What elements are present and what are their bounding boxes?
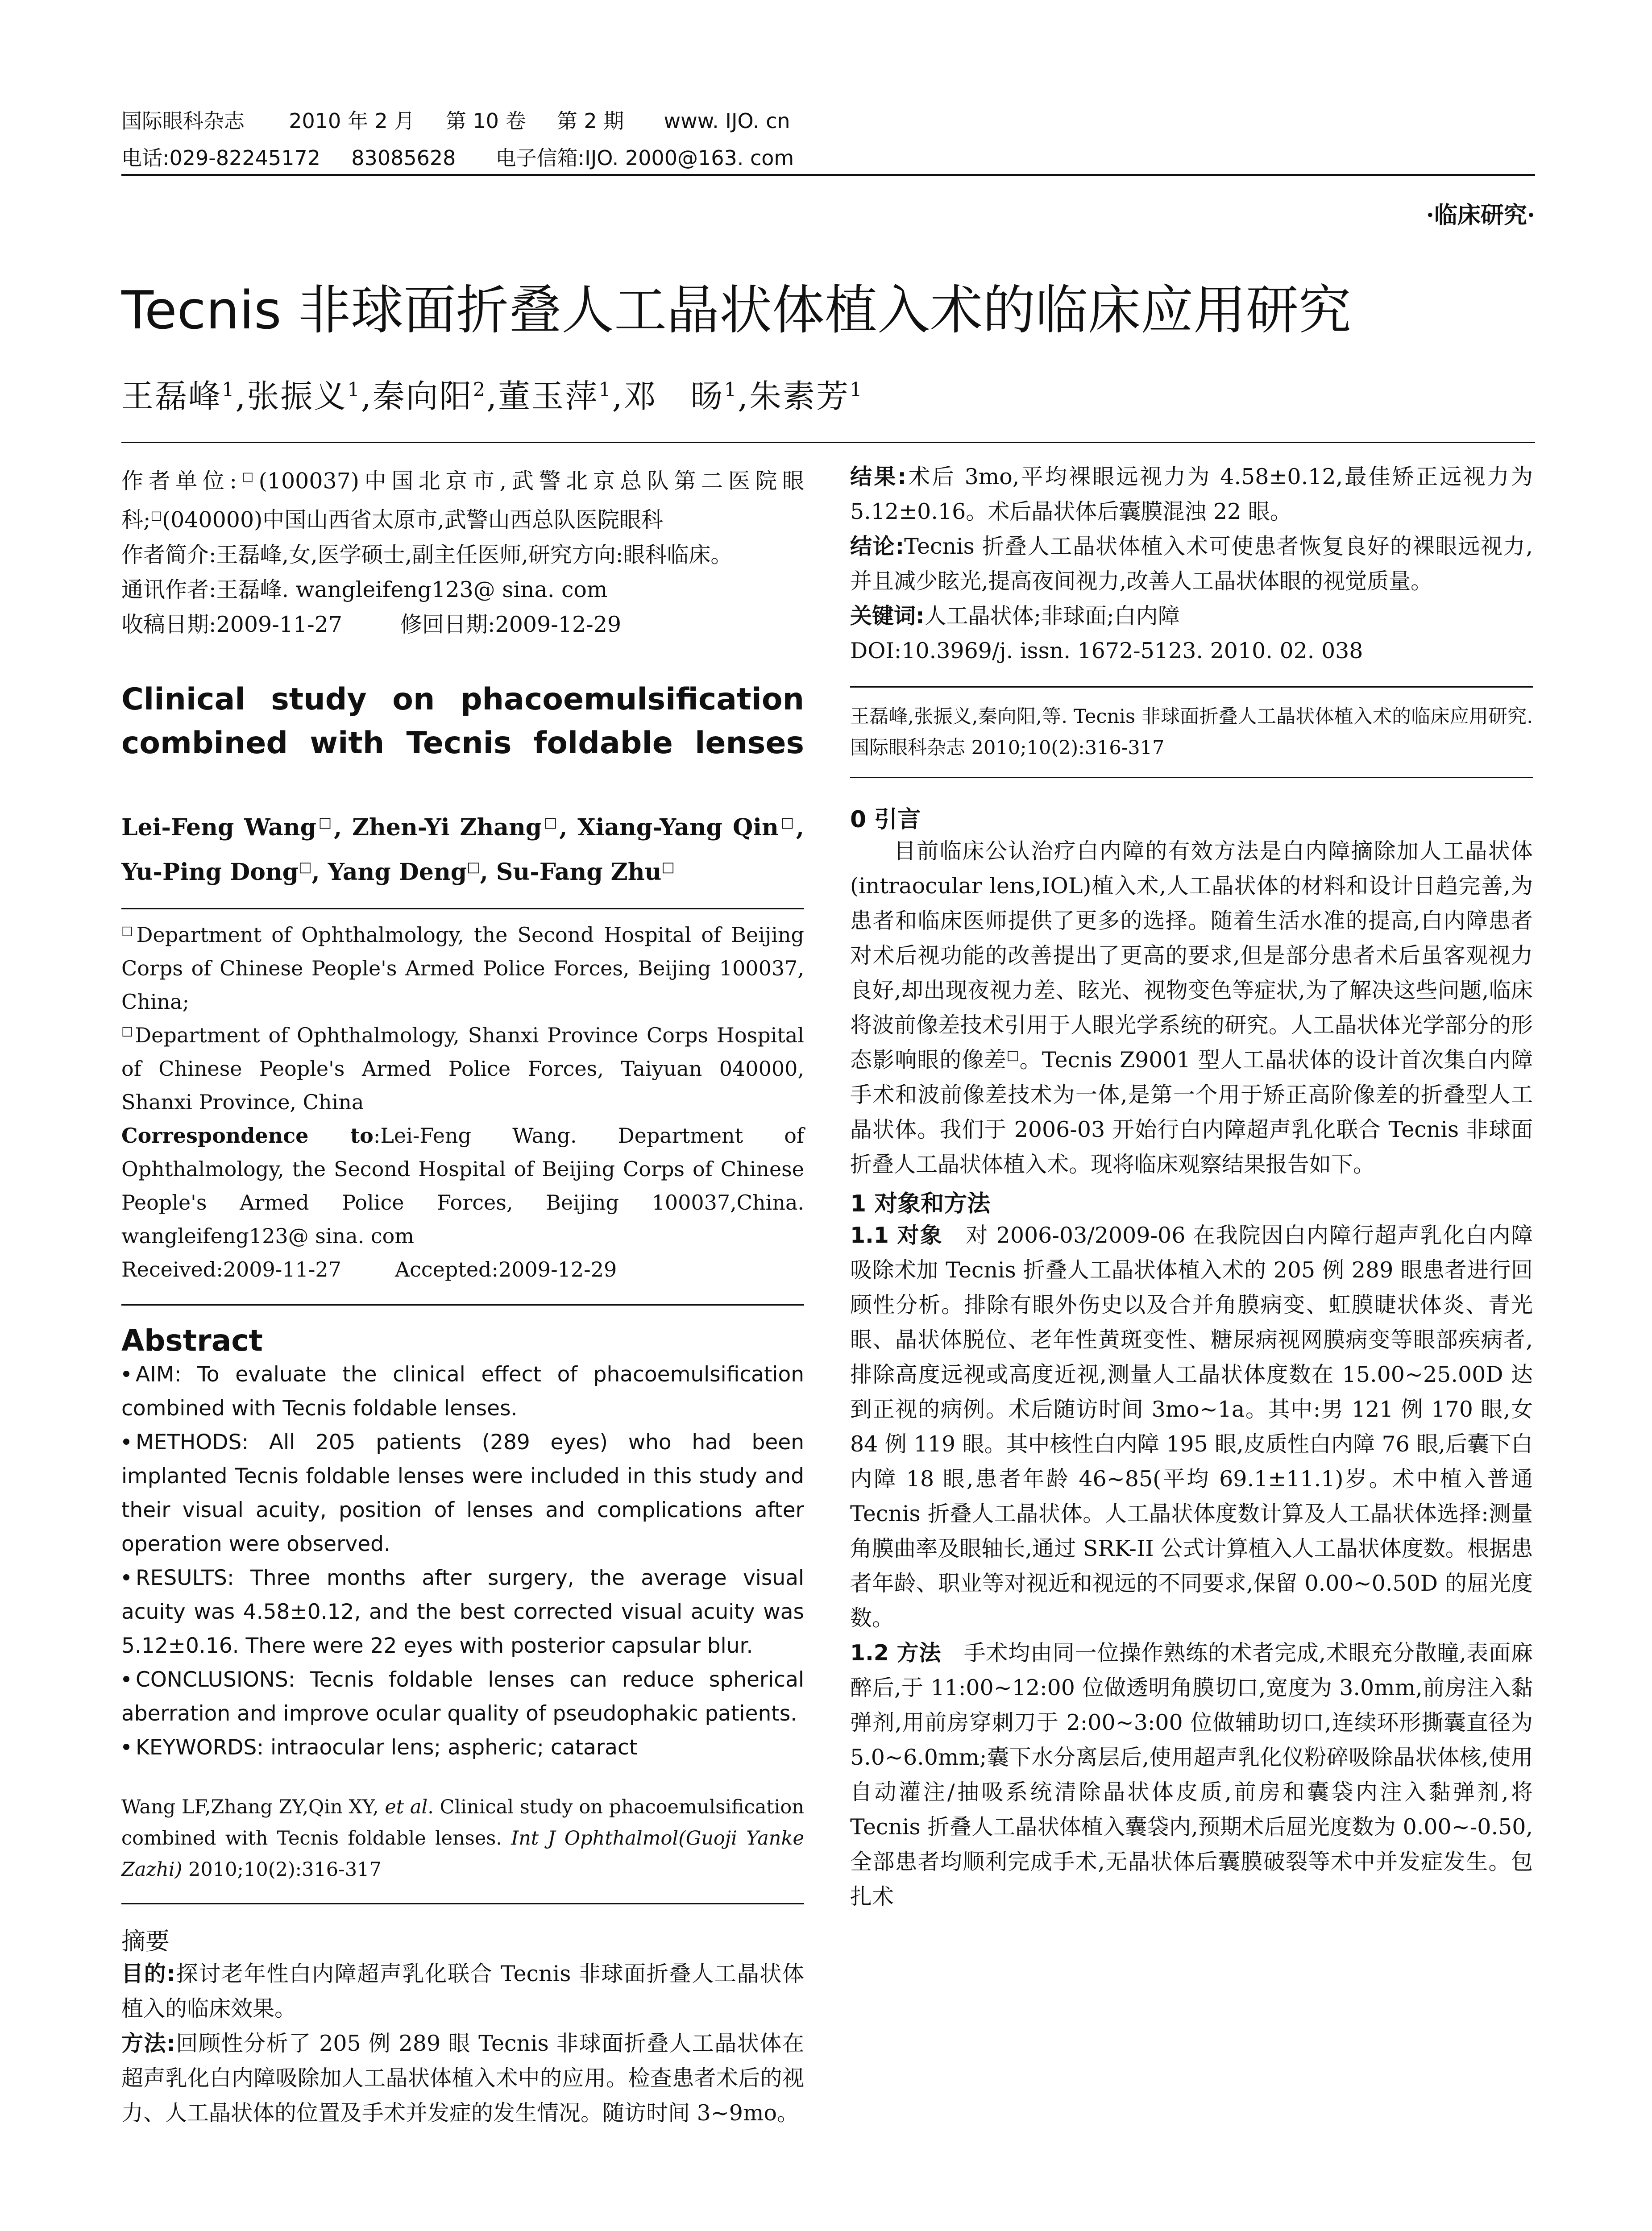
author-cn: 王磊峰	[121, 377, 222, 415]
author-cn: 邓 旸	[623, 377, 724, 415]
body-rule	[850, 777, 1533, 778]
citation-rule	[850, 686, 1533, 688]
section-1-heading: 1 对象和方法	[850, 1190, 991, 1217]
author-cn: 张振义	[247, 377, 348, 415]
abstract-aim: AIM: To evaluate the clinical effect of phacoemulsification combined with Tecnis foldable lenses.	[121, 1362, 804, 1421]
section-0-heading: 0 引言	[850, 806, 921, 833]
english-citation: Wang LF,Zhang ZY,Qin XY, et al. Clinical study on phacoemulsification combined with Tecnis foldable lenses. Int J Ophthalmol(Guoji Yanke Zazhi) 2010;10(2):316-317	[121, 1796, 804, 1881]
journal-name: 国际眼科杂志	[121, 109, 245, 133]
left-column	[121, 460, 804, 2131]
english-dates: Received:2009-11-27 Accepted:2009-12-29	[121, 1257, 617, 1281]
zh-abstract-aim: 目的:探讨老年性白内障超声乳化联合 Tecnis 非球面折叠人工晶状体植入的临床效果。	[121, 1961, 804, 2021]
abstract-methods: METHODS: All 205 patients (289 eyes) who had been implanted Tecnis foldable lenses were included in this study and their visual acuity, position of lenses and complications after operation were observed.	[121, 1430, 804, 1556]
author-cn: 秦向阳	[372, 377, 473, 415]
issue-date: 2010 年 2 月	[289, 109, 415, 133]
english-title: Clinical study on phacoemulsification combined with Tecnis foldable lenses	[121, 681, 804, 761]
zh-citation: 王磊峰,张振义,秦向阳,等. Tecnis 非球面折叠人工晶状体植入术的临床应用研究. 国际眼科杂志 2010;10(2):316-317	[850, 705, 1533, 759]
issue-number: 第 2 期	[556, 109, 624, 133]
section-0-paragraph: 目前临床公认治疗白内障的有效方法是白内障摘除加人工晶状体(intraocular lens,IOL)植入术,人工晶状体的材料和设计日趋完善,为患者和临床医师提供了更多的选择。随着生活水准的提高,白内障患者对术后视功能的改善提出了更高的要求,但是部分患者术后虽客观视力良好,却出现夜视力差、眩光、视物变色等症状,为了解决这些问题,临床将波前像差技术引用于人眼光学系统的研究。人工晶状体光学部分的形态影响眼的像差□。Tecnis Z9001 型人工晶状体的设计首次集白内障手术和波前像差技术为一体,是第一个用于矫正高阶像差的折叠型人工晶状体。我们于 2006-03 开始行白内障超声乳化联合 Tecnis 非球面折叠人工晶状体植入术。现将临床观察结果报告如下。	[850, 838, 1533, 1177]
abstract-heading: Abstract	[121, 1323, 263, 1358]
journal-header-line2	[121, 142, 794, 171]
english-affiliation-2: □Department of Ophthalmology, Shanxi Province Corps Hospital of Chinese People's Armed Police Forces, Taiyuan 040000, Shanxi Province, China	[121, 1023, 804, 1114]
corresponding-author: 通讯作者:王磊峰. wangleifeng123@ sina. com	[121, 576, 608, 602]
doi: DOI:10.3969/j. issn. 1672-5123. 2010. 02. 038	[850, 638, 1363, 663]
page-title: Tecnis 非球面折叠人工晶状体植入术的临床应用研究	[121, 279, 1352, 341]
authors-cn: 王磊峰$^1$,张振义$^1$,秦向阳$^2$,董玉萍$^1$,邓 旸$^1$,朱素芳$^1$	[121, 377, 863, 415]
abstract-rule	[121, 1304, 804, 1306]
english-rule	[121, 908, 804, 909]
journal-url: www. IJO. cn	[664, 109, 790, 133]
abstract-results: RESULTS: Three months after surgery, the average visual acuity was 4.58±0.12, and the best corrected visual acuity was 5.12±0.16. There were 22 eyes with posterior capsular blur.	[121, 1565, 804, 1658]
zh-abstract-rule	[121, 1903, 804, 1904]
abstract-keywords: KEYWORDS: intraocular lens; aspheric; cataract	[121, 1731, 804, 1765]
authors-rule	[121, 442, 1535, 443]
header-rule	[121, 174, 1535, 176]
abstract-conclusions: CONCLUSIONS: Tecnis foldable lenses can reduce spherical aberration and improve ocular quality of pseudophakic patients.	[121, 1667, 804, 1726]
journal-phone: 电话:029-82245172	[121, 146, 321, 170]
zh-abstract-heading: 摘要	[121, 1927, 170, 1955]
section-1-2: 1.2 方法 手术均由同一位操作熟练的术者完成,术眼充分散瞳,表面麻醉后,于 11:00~12:00 位做透明角膜切口,宽度为 3.0mm,前房注入黏弹剂,用前房穿刺刀于 2:00~3:00 位做辅助切口,连续环形撕囊直径为 5.0~6.0mm;囊下水分离层后,使用超声乳化仪粉碎吸除晶状体核,使用自动灌注/抽吸系统清除晶状体皮质,前房和囊袋内注入黏弹剂,将 Tecnis 折叠人工晶状体植入囊袋内,预期术后屈光度数为 0.00~-0.50,全部患者均顺利完成手术,无晶状体后囊膜破裂等术中并发症发生。包扎术	[850, 1640, 1533, 1909]
journal-phone-2: 83085628	[351, 146, 456, 170]
english-authors: Lei-Feng Wang□, Zhen-Yi Zhang□, Xiang-Yang Qin□, Yu-Ping Dong□, Yang Deng□, Su-Fang Zhu□	[121, 813, 804, 886]
zh-abstract-conclusion: 结论:Tecnis 折叠人工晶状体植入术可使患者恢复良好的裸眼远视力,并且减少眩光,提高夜间视力,改善人工晶状体眼的视觉质量。	[850, 534, 1533, 594]
author-cn: 朱素芳	[749, 377, 850, 415]
received-dates: 收稿日期:2009-11-27 修回日期:2009-12-29	[121, 611, 622, 637]
right-column	[850, 460, 1533, 1914]
author-affiliation: 作者单位:□(100037)中国北京市,武警北京总队第二医院眼科;□(040000)中国山西省太原市,武警山西总队医院眼科	[121, 468, 804, 533]
zh-abstract-results: 结果:术后 3mo,平均裸眼远视力为 4.58±0.12,最佳矫正远视力为 5.12±0.16。术后晶状体后囊膜混浊 22 眼。	[850, 464, 1533, 524]
journal-header-line1	[121, 105, 790, 134]
journal-email: 电子信箱:IJO. 2000@163. com	[495, 146, 794, 170]
english-affiliation-1: □Department of Ophthalmology, the Second Hospital of Beijing Corps of Chinese People's Armed Police Forces, Beijing 100037, China;	[121, 922, 804, 1014]
zh-abstract-methods: 方法:回顾性分析了 205 例 289 眼 Tecnis 非球面折叠人工晶状体在超声乳化白内障吸除加人工晶状体植入术中的应用。检查患者术后的视力、人工晶状体的位置及手术并发症的发生情况。随访时间 3~9mo。	[121, 2030, 804, 2126]
english-correspondence: Correspondence to:Lei-Feng Wang. Department of Ophthalmology, the Second Hospital of Beijing Corps of Chinese People's Armed Police Forces, Beijing 100037,China. wangleifeng123@ sina. com	[121, 1123, 805, 1248]
zh-keywords: 关键词:人工晶状体;非球面;白内障	[850, 603, 1180, 629]
author-intro: 作者简介:王磊峰,女,医学硕士,副主任医师,研究方向:眼科临床。	[121, 542, 733, 568]
section-label: ·临床研究·	[1426, 202, 1535, 229]
author-cn: 董玉萍	[498, 377, 599, 415]
section-1-1: 1.1 对象 对 2006-03/2009-06 在我院因白内障行超声乳化白内障吸除术加 Tecnis 折叠人工晶状体植入术的 205 例 289 眼患者进行回顾性分析。排除有眼外伤史以及合并角膜病变、虹膜睫状体炎、青光眼、晶状体脱位、老年性黄斑变性、糖尿病视网膜病变等眼部疾病者,排除高度远视或高度近视,测量人工晶状体度数在 15.00~25.00D 达到正视的病例。术后随访时间 3mo~1a。其中:男 121 例 170 眼,女 84 例 119 眼。其中核性白内障 195 眼,皮质性白内障 76 眼,后囊下白内障 18 眼,患者年龄 46~85(平均 69.1±11.1)岁。术中植入普通 Tecnis 折叠人工晶状体。人工晶状体度数计算及人工晶状体选择:测量角膜曲率及眼轴长,通过 SRK-II 公式计算植入人工晶状体度数。根据患者年龄、职业等对视近和视远的不同要求,保留 0.00~0.50D 的屈光度数。	[850, 1223, 1533, 1631]
issue-volume: 第 10 卷	[445, 109, 526, 133]
